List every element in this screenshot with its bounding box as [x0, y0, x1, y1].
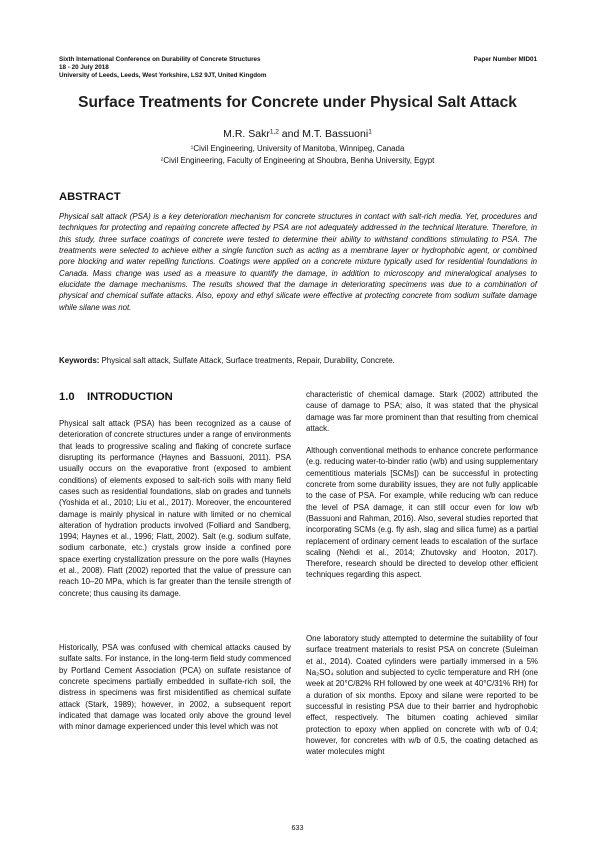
affiliation-2	[0, 156, 595, 165]
affiliation-1-text: Civil Engineering, University of Manitoba, Winnipeg, Canada	[193, 144, 405, 153]
conference-venue: University of Leeds, Leeds, West Yorkshire, LS2 9JT, United Kingdom	[59, 72, 267, 80]
author-1-sup: 1,2	[269, 128, 279, 136]
introduction-heading: 1.0 INTRODUCTION	[59, 391, 173, 403]
affiliation-1-sup: 1	[190, 145, 194, 151]
author-2-sup: 1	[368, 128, 372, 136]
page-number: 633	[291, 823, 304, 832]
intro-paragraph-4: Although conventional methods to enhance concrete performance (e.g. reducing water-to-binder ratio (w/b) and using supplementary cementitious materials [SCMs]) can be successful in protecting concrete from some durability issues, they are not fully applicable to the case of PSA. For example, while reducing w/b can reduce the level of PSA damage, it can still occur even for low w/b (Bassuoni and Rahman, 2016). Also, several studies reported that incorporating SCMs (e.g. fly ash, slag and silica fume) as a partial replacement of ordinary cement leads to escalation of the surface scaling (Nehdi et al., 2014; Zhutovsky and Hooton, 2017). Therefore, research should be directed to develop other efficient techniques regarding this aspect.	[306, 446, 538, 580]
affiliation-2-sup: 2	[160, 157, 164, 163]
paper-title: Surface Treatments for Concrete under Physical Salt Attack	[78, 94, 517, 111]
keywords	[59, 356, 537, 365]
author-line	[0, 128, 595, 140]
conference-name: Sixth International Conference on Durability of Concrete Structures	[59, 56, 261, 63]
conference-header	[59, 56, 267, 80]
keywords-label: Keywords:	[59, 356, 100, 365]
author-1: M.R. Sakr	[223, 128, 270, 140]
paper-number: Paper Number MID01	[473, 56, 537, 63]
conference-dates: 18 - 20 July 2018	[59, 64, 109, 72]
intro-paragraph-1: Physical salt attack (PSA) has been recognized as a cause of deterioration of concrete structures under a range of environments that leads to progressive scaling and flaking of concrete surface disrupting its performance (Haynes and Bassuoni, 2011). PSA usually occurs on the evaporative front (exposed to ambient conditions) of elements exposed to salt-rich soils with many field cases such as residential foundations, slab on grades and tunnels (Yoshida et al., 2010; Liu et al., 2017). Moreover, the encountered damage is mainly physical in nature with limited or no chemical alteration of hydration products involved (Folliard and Sandberg, 1994; Haynes et al., 1996; Flatt, 2002). Salt (e.g. sodium sulfate, sodium carbonate, etc.) crystals grow inside a confined pore space exerting crystallization pressure on the pore walls (Haynes et al., 2008). Flatt (2002) reported that the value of pressure can reach 10–20 MPa, which is far greater than the tensile strength of concrete; thus causing its damage.	[59, 419, 291, 598]
abstract-heading: ABSTRACT	[59, 191, 121, 203]
keywords-text: Physical salt attack, Sulfate Attack, Surface treatments, Repair, Durability, Concrete.	[101, 356, 395, 365]
author-conjunction: and	[278, 128, 303, 140]
intro-paragraph-2: Historically, PSA was confused with chemical attacks caused by sulfate salts. For instance, in the long-term field study commenced by Portland Cement Association (PCA) on sulfate resistance of concrete specimens partially embedded in sulfate-rich soil, the distress in specimens was first misidentified as chemical sulfate attack (Stark, 1989); however, in 2002, a subsequent report indicated that damage was located only above the ground level with minor damage experienced under this level which was not	[59, 643, 291, 732]
affiliation-2-text: Civil Engineering, Faculty of Engineering at Shoubra, Benha University, Egypt	[163, 156, 435, 165]
author-2: M.T. Bassuoni	[302, 128, 369, 140]
intro-paragraph-5: One laboratory study attempted to determine the suitability of four surface treatment materials to resist PSA on concrete (Suleiman et al., 2014). Coated cylinders were partially immersed in a 5% Na₂SO₄ solution and subjected to cyclic temperature and RH (one week at 20°C/82% RH followed by one week at 40°C/31% RH) for a duration of six months. Epoxy and silane were reported to be successful in resisting PSA due to their barrier and hydrophobic effect, respectively. The bitumen coating achieved similar protection to epoxy when applied on concrete with w/b of 0.4; however, for concretes with w/b of 0.5, the coating detached as water molecules might	[306, 634, 538, 757]
abstract-text: Physical salt attack (PSA) is a key deterioration mechanism for concrete structures in contact with salt-rich media. Yet, procedures and techniques for protecting and repairing concrete affected by PSA are not adequately addressed in the technical literature. Therefore, in this study, three surface coatings of concrete were tested to determine their ability to withstand conditions stimulating to PSA. The treatments were selected to achieve either a single function such as acting as a membrane layer or hydrophobic agent, or combined pore blocking and water repelling functions. Coatings were applied on a concrete mixture typically used for residential foundations in Canada. Mass change was used as a measure to quantify the damage, in addition to microscopy and mineralogical analyses to elucidate the damage mechanisms. The results showed that the damage in deteriorating specimens was due to a combination of physical and chemical sulfate attacks. Also, epoxy and ethyl silicate were effective at protecting concrete from sodium sulfate damage while silane was not.	[59, 212, 537, 312]
affiliation-1	[0, 144, 595, 153]
intro-paragraph-3: characteristic of chemical damage. Stark (2002) attributed the cause of damage to PSA; also, it was stated that the physical damage was far more prominent than that resulting from chemical attack.	[306, 390, 538, 433]
